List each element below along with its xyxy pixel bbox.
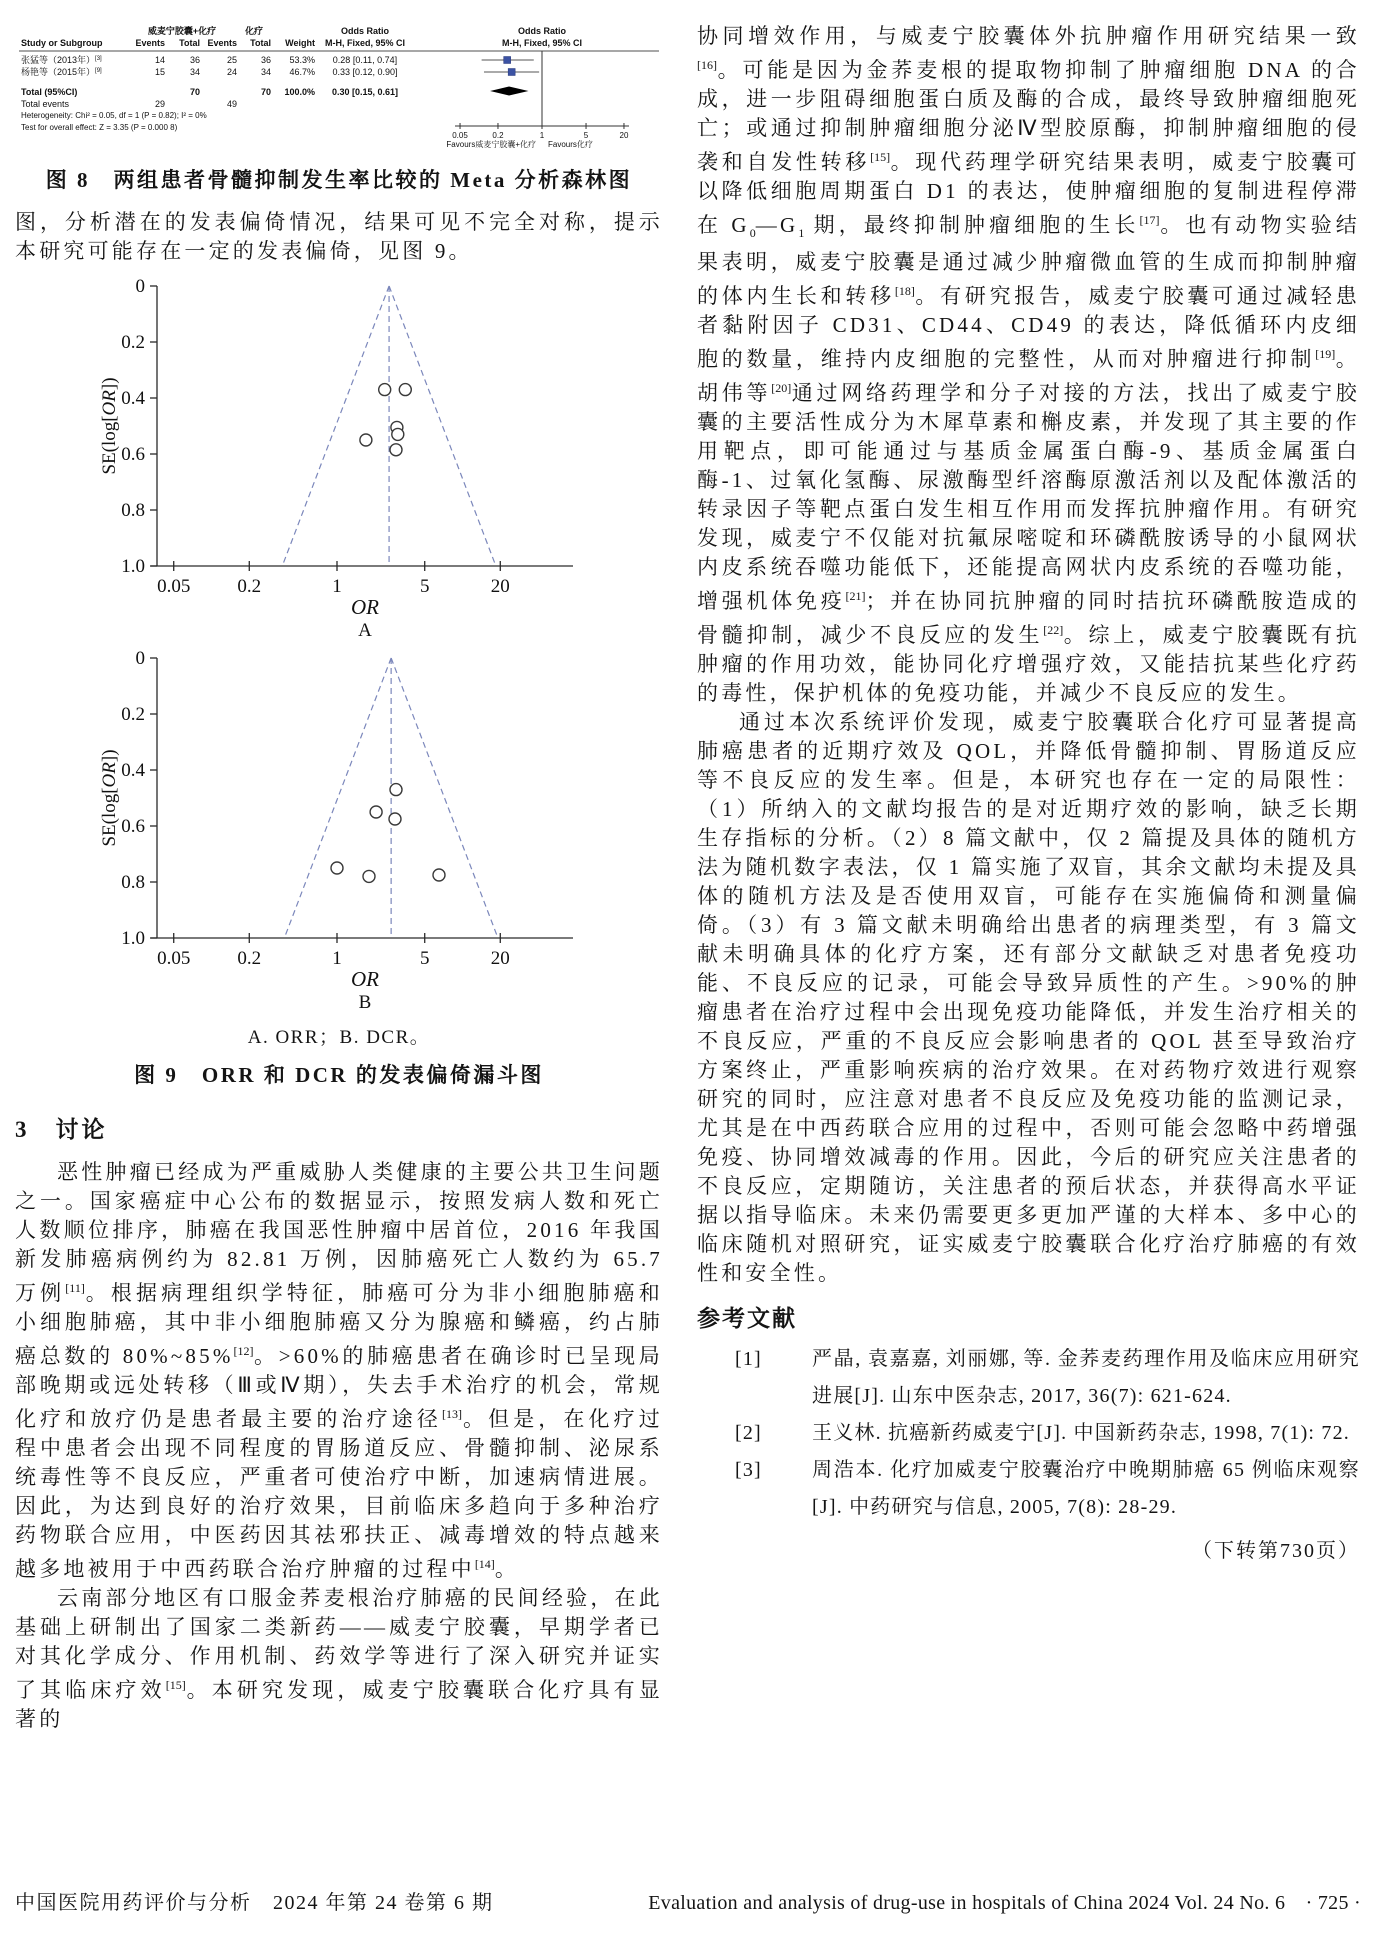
svg-text:0.2: 0.2	[121, 332, 145, 353]
svg-text:25: 25	[226, 55, 237, 65]
svg-text:36: 36	[260, 55, 271, 65]
svg-text:70: 70	[260, 87, 271, 97]
svg-text:0.4: 0.4	[121, 388, 145, 409]
svg-text:0.28 [0.11, 0.74]: 0.28 [0.11, 0.74]	[332, 55, 398, 65]
funnel-plot-orr	[15, 272, 663, 644]
svg-text:1.0: 1.0	[121, 556, 145, 577]
svg-text:0.6: 0.6	[121, 816, 145, 837]
svg-text:化疗: 化疗	[244, 26, 264, 36]
svg-text:Favours威麦宁胶囊+化疗: Favours威麦宁胶囊+化疗	[446, 140, 536, 149]
svg-text:Heterogeneity: Chi² = 0.05, df: Heterogeneity: Chi² = 0.05, df = 1 (P = 0.82); I² = 0%	[21, 111, 207, 120]
svg-text:0.05: 0.05	[157, 576, 191, 597]
svg-text:Odds Ratio: Odds Ratio	[517, 26, 567, 36]
svg-text:0.05: 0.05	[452, 131, 468, 140]
right-paragraph-2: 通过本次系统评价发现，威麦宁胶囊联合化疗可显著提高肺癌患者的近期疗效及 QOL，并降低骨髓抑制、胃肠道反应等不良反应的发生率。但是，本研究也存在一定的局限性：（1）所纳入的文献均报告的是对近期疗效的影响，缺乏长期生存指标的分析。（2）8 篇文献中，仅 2 篇提及具体的随机方法为随机数字表法，仅 1 篇实施了双盲，其余文献均未提及具体的随机方法及是否使用双盲，可能存在实施偏倚和测量偏倚。（3）有 3 篇文献未明确给出患者的病理类型，有 3 篇文献未明确具体的化疗方案，还有部分文献缺乏对患者免疫功能、不良反应的记录，可能会导致异质性的产生。>90%的肿瘤患者在治疗过程中会出现免疫功能降低，并发生治疗相关的不良反应，严重的不良反应会影响患者的 QOL 甚至导致治疗方案终止，严重影响疾病的治疗效果。在对药物疗效进行观察研究的同时，应注意对患者不良反应及免疫功能的监测记录，尤其是在中西药联合应用的过程中，否则可能会忽略中药增强免疫、协同增效减毒的作用。因此，今后的研究应关注患者的不良反应，定期随访，关注患者的预后状态，并获得高水平证据以指导临床。未来仍需要更多更加严谨的大样本、多中心的临床随机对照研究，证实威麦宁胶囊联合化疗治疗肺癌的有效性和安全性。	[697, 710, 1360, 1286]
funnel-plot-svg-A	[15, 272, 663, 644]
svg-text:Total: Total	[179, 38, 200, 48]
svg-text:Total events: Total events	[21, 99, 70, 109]
section-heading-discussion: 3 讨论	[15, 1117, 108, 1142]
svg-text:46.7%: 46.7%	[289, 67, 315, 77]
svg-text:M-H, Fixed, 95% CI: M-H, Fixed, 95% CI	[324, 38, 406, 48]
svg-text:14: 14	[154, 55, 165, 65]
references-heading: 参考文献	[697, 1306, 797, 1332]
svg-text:36: 36	[189, 55, 200, 65]
funnel-plot-svg-B	[15, 644, 663, 1016]
reference-item: [2] 王义林. 抗癌新药威麦宁[J]. 中国新药杂志, 1998, 7(1): 72.	[735, 1422, 1350, 1445]
svg-text:0.05: 0.05	[157, 948, 191, 969]
svg-text:Total (95%CI): Total (95%CI)	[21, 87, 78, 97]
reference-list	[697, 1341, 1360, 1526]
svg-text:20: 20	[490, 948, 510, 969]
svg-text:0.2: 0.2	[492, 131, 504, 140]
svg-text:34: 34	[260, 67, 271, 77]
discussion-paragraph-2: 云南部分地区有口服金荞麦根治疗肺癌的民间经验，在此基础上研制出了国家二类新药——威麦宁胶囊，早期学者已对其化学成分、作用机制、药效学等进行了深入研究并证实了其临床疗效[15]。本研究发现，威麦宁胶囊联合化疗具有显著的	[15, 1586, 663, 1731]
continued-note: （下转第730页）	[1192, 1540, 1360, 1563]
svg-text:1: 1	[539, 131, 545, 140]
svg-text:29: 29	[154, 99, 165, 109]
svg-text:0.4: 0.4	[121, 760, 145, 781]
svg-text:Weight: Weight	[285, 38, 315, 48]
svg-text:0: 0	[135, 276, 145, 297]
footer-journal-name-en: Evaluation and analysis of drug-use in hospitals of China 2024 Vol. 24 No. 6 · 725 ·	[648, 1892, 1361, 1914]
forest-plot-figure	[15, 20, 663, 150]
svg-text:0.6: 0.6	[121, 444, 145, 465]
figure9-caption: 图 9 ORR 和 DCR 的发表偏倚漏斗图	[134, 1063, 544, 1087]
svg-text:Favours化疗: Favours化疗	[548, 140, 593, 149]
svg-text:0: 0	[135, 648, 145, 669]
svg-text:0.2: 0.2	[237, 948, 262, 969]
svg-text:杨艳等（2015年）[9]: 杨艳等（2015年）[9]	[21, 67, 102, 77]
svg-text:5: 5	[419, 576, 430, 597]
svg-text:Events: Events	[135, 38, 165, 48]
svg-text:0.2: 0.2	[121, 704, 145, 725]
reference-item: [1] 严晶, 袁嘉嘉, 刘丽娜, 等. 金荞麦药理作用及临床应用研究进展[J]. 山东中医杂志, 2017, 36(7): 621-624.	[735, 1348, 1360, 1408]
left-column	[15, 20, 663, 1734]
svg-text:1.0: 1.0	[121, 928, 145, 949]
forest-plot-svg	[15, 20, 663, 150]
svg-text:OR: OR	[351, 967, 379, 991]
discussion-paragraph-1: 恶性肿瘤已经成为严重威胁人类健康的主要公共卫生问题之一。国家癌症中心公布的数据显示，按照发病人数和死亡人数顺位排序，肺癌在我国恶性肿瘤中居首位，2016 年我国新发肺癌病例约为 82.81 万例，因肺癌死亡人数约为 65.7 万例[11]。根据病理组织学特征，肺癌可分为非小细胞肺癌和小细胞肺癌，其中非小细胞肺癌又分为腺癌和鳞癌，约占肺癌总数的 80%~85%[12]。>60%的肺癌患者在确诊时已呈现局部晚期或远处转移（Ⅲ或Ⅳ期），失去手术治疗的机会，常规化疗和放疗仍是患者最主要的治疗途径[13]。但是，在化疗过程中患者会出现不同程度的胃肠道反应、骨髓抑制、泌尿系统毒性等不良反应，严重者可使治疗中断，加速病情进展。因此，为达到良好的治疗效果，目前临床多趋向于多种治疗药物联合应用，中医药因其祛邪扶正、减毒增效的特点越来越多地被用于中西药联合治疗肿瘤的过程中[14]。	[15, 1160, 663, 1581]
svg-text:Study or Subgroup: Study or Subgroup	[21, 38, 103, 48]
svg-text:70: 70	[189, 87, 200, 97]
svg-text:5: 5	[419, 948, 430, 969]
figure8-caption: 图 8 两组患者骨髓抑制发生率比较的 Meta 分析森林图	[45, 168, 633, 192]
right-column	[697, 22, 1360, 1583]
svg-text:1: 1	[332, 576, 342, 597]
funnel-plot-dcr	[15, 644, 663, 1016]
svg-text:0.2: 0.2	[237, 576, 262, 597]
svg-text:威麦宁胶囊+化疗: 威麦宁胶囊+化疗	[147, 26, 217, 36]
svg-text:M-H, Fixed, 95% CI: M-H, Fixed, 95% CI	[501, 38, 583, 48]
svg-text:53.3%: 53.3%	[289, 55, 315, 65]
svg-text:20: 20	[619, 131, 629, 140]
svg-text:0.8: 0.8	[121, 500, 145, 521]
reference-item: [3] 周浩本. 化疗加威麦宁胶囊治疗中晚期肺癌 65 例临床观察[J]. 中药研究与信息, 2005, 7(8): 28-29.	[735, 1459, 1360, 1519]
svg-text:OR: OR	[351, 595, 379, 619]
intro-paragraph: 图，分析潜在的发表偏倚情况，结果可见不完全对称，提示本研究可能存在一定的发表偏倚，见图 9。	[15, 210, 663, 263]
svg-text:5: 5	[583, 131, 589, 140]
figure9-subcaption: A. ORR；B. DCR。	[247, 1027, 431, 1048]
svg-text:Odds Ratio: Odds Ratio	[340, 26, 390, 36]
svg-text:SE(log[OR]): SE(log[OR])	[99, 749, 120, 847]
svg-text:0.30 [0.15, 0.61]: 0.30 [0.15, 0.61]	[331, 87, 399, 97]
svg-text:Total: Total	[250, 38, 271, 48]
svg-text:SE(log[OR]): SE(log[OR])	[99, 377, 120, 475]
svg-text:34: 34	[189, 67, 200, 77]
svg-text:张猛等（2013年）[3]: 张猛等（2013年）[3]	[21, 55, 102, 65]
svg-text:Events: Events	[207, 38, 237, 48]
svg-text:Test for overall effect: Z = 3: Test for overall effect: Z = 3.35 (P = 0.000 8)	[21, 123, 178, 132]
svg-text:B: B	[358, 992, 372, 1013]
svg-text:24: 24	[226, 67, 237, 77]
right-paragraph-1: 协同增效作用，与威麦宁胶囊体外抗肿瘤作用研究结果一致[16]。可能是因为金荞麦根的提取物抑制了肿瘤细胞 DNA 的合成，进一步阻碍细胞蛋白质及酶的合成，最终导致肿瘤细胞死亡；或通过抑制肿瘤细胞分泌Ⅳ型胶原酶，抑制肿瘤细胞的侵袭和自发性转移[15]。现代药理学研究结果表明，威麦宁胶囊可以降低细胞周期蛋白 D1 的表达，使肿瘤细胞的复制进程停滞在 $G_0—G_1$ 期，最终抑制肿瘤细胞的生长[17]。也有动物实验结果表明，威麦宁胶囊是通过减少肿瘤微血管的生成而抑制肿瘤的体内生长和转移[18]。有研究报告，威麦宁胶囊可通过减轻患者黏附因子 CD31、CD44、CD49 的表达，降低循环内皮细胞的数量，维持内皮细胞的完整性，从而对肿瘤进行抑制[19]。胡伟等[20]通过网络药理学和分子对接的方法，找出了威麦宁胶囊的主要活性成分为木犀草素和槲皮素，并发现了其主要的作用靶点，即可能通过与基质金属蛋白酶-9、基质金属蛋白酶-1、过氧化氢酶、尿激酶型纤溶酶原激活剂以及配体激活的转录因子等靶点蛋白发生相互作用而发挥抗肿瘤作用。有研究发现，威麦宁不仅能对抗氟尿嘧啶和环磷酰胺诱导的小鼠网状内皮系统吞噬功能低下，还能提高网状内皮系统的吞噬功能，增强机体免疫[21]；并在协同抗肿瘤的同时拮抗环磷酰胺造成的骨髓抑制，减少不良反应的发生[22]。综上，威麦宁胶囊既有抗肿瘤的作用功效，能协同化疗增强疗效，又能拮抗某些化疗药的毒性，保护机体的免疫功能，并减少不良反应的发生。	[697, 24, 1360, 706]
svg-text:20: 20	[490, 576, 510, 597]
svg-text:1: 1	[332, 948, 342, 969]
svg-text:100.0%: 100.0%	[284, 87, 315, 97]
footer-journal-name-cn: 中国医院用药评价与分析 2024 年第 24 卷第 6 期	[15, 1892, 494, 1914]
svg-text:49: 49	[226, 99, 237, 109]
svg-text:0.8: 0.8	[121, 872, 145, 893]
svg-text:0.33 [0.12, 0.90]: 0.33 [0.12, 0.90]	[332, 67, 398, 77]
svg-text:15: 15	[154, 67, 165, 77]
svg-text:A: A	[358, 620, 372, 641]
